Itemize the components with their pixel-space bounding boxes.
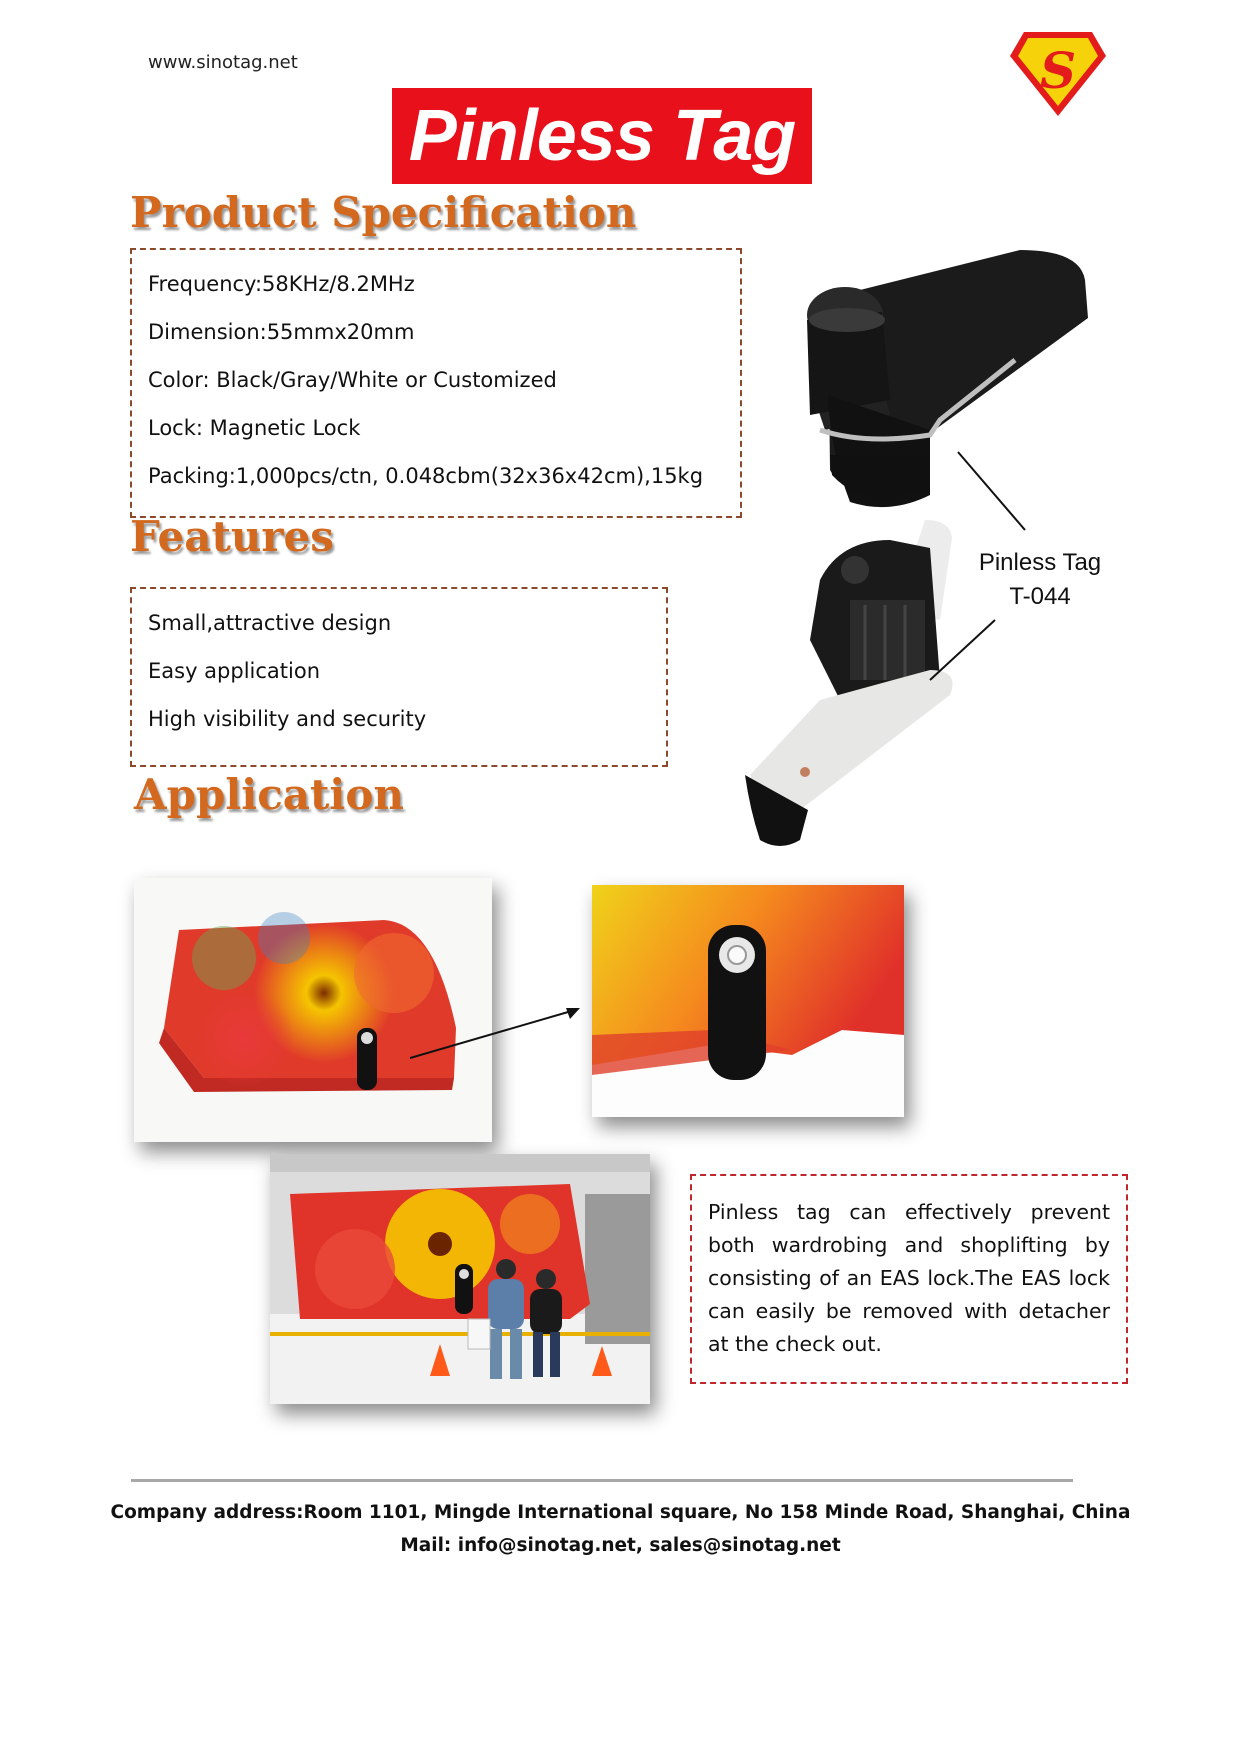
spec-frequency: Frequency:58KHz/8.2MHz bbox=[148, 272, 415, 296]
features-box bbox=[130, 587, 668, 767]
feature-item: High visibility and security bbox=[148, 707, 427, 731]
application-description-box bbox=[690, 1174, 1128, 1384]
callout-model: T-044 bbox=[1009, 583, 1071, 610]
closed-tag-image bbox=[807, 250, 1088, 507]
open-tag-image bbox=[745, 520, 953, 846]
spec-packing: Packing:1,000pcs/ctn, 0.048cbm(32x36x42cm),15kg bbox=[148, 464, 704, 488]
superman-logo-icon bbox=[1010, 30, 1106, 118]
product-callout bbox=[950, 546, 1130, 614]
arrow-icon bbox=[410, 1000, 590, 1060]
title-banner bbox=[392, 88, 812, 184]
footer-divider bbox=[131, 1479, 1073, 1482]
application-photo-closeup bbox=[592, 885, 904, 1117]
spec-color: Color: Black/Gray/White or Customized bbox=[148, 368, 557, 392]
callout-name: Pinless Tag bbox=[978, 549, 1102, 576]
spec-dimension: Dimension:55mmx20mm bbox=[148, 320, 415, 344]
spec-lock: Lock: Magnetic Lock bbox=[148, 416, 361, 440]
feature-item: Small,attractive design bbox=[148, 611, 392, 635]
application-heading: Application bbox=[134, 770, 404, 819]
spec-box bbox=[130, 248, 742, 518]
footer-address: Company address:Room 1101, Mingde International square, No 158 Minde Road, Shanghai, China bbox=[110, 1502, 1131, 1523]
spec-heading: Product Specification bbox=[130, 188, 637, 237]
footer-mail[interactable]: Mail: info@sinotag.net, sales@sinotag.net bbox=[400, 1535, 841, 1556]
application-description: Pinless tag can effectively prevent both wardrobing and shoplifting by consisting of an EAS lock.The EAS lock can easily be removed with detacher at the check out. bbox=[708, 1200, 1110, 1356]
application-photo-billboard bbox=[270, 1154, 650, 1404]
feature-item: Easy application bbox=[148, 659, 321, 683]
features-heading: Features bbox=[130, 512, 334, 561]
website-url[interactable]: www.sinotag.net bbox=[148, 52, 298, 73]
page-title: Pinless Tag bbox=[408, 96, 796, 176]
logo-letter: S bbox=[1039, 41, 1077, 100]
